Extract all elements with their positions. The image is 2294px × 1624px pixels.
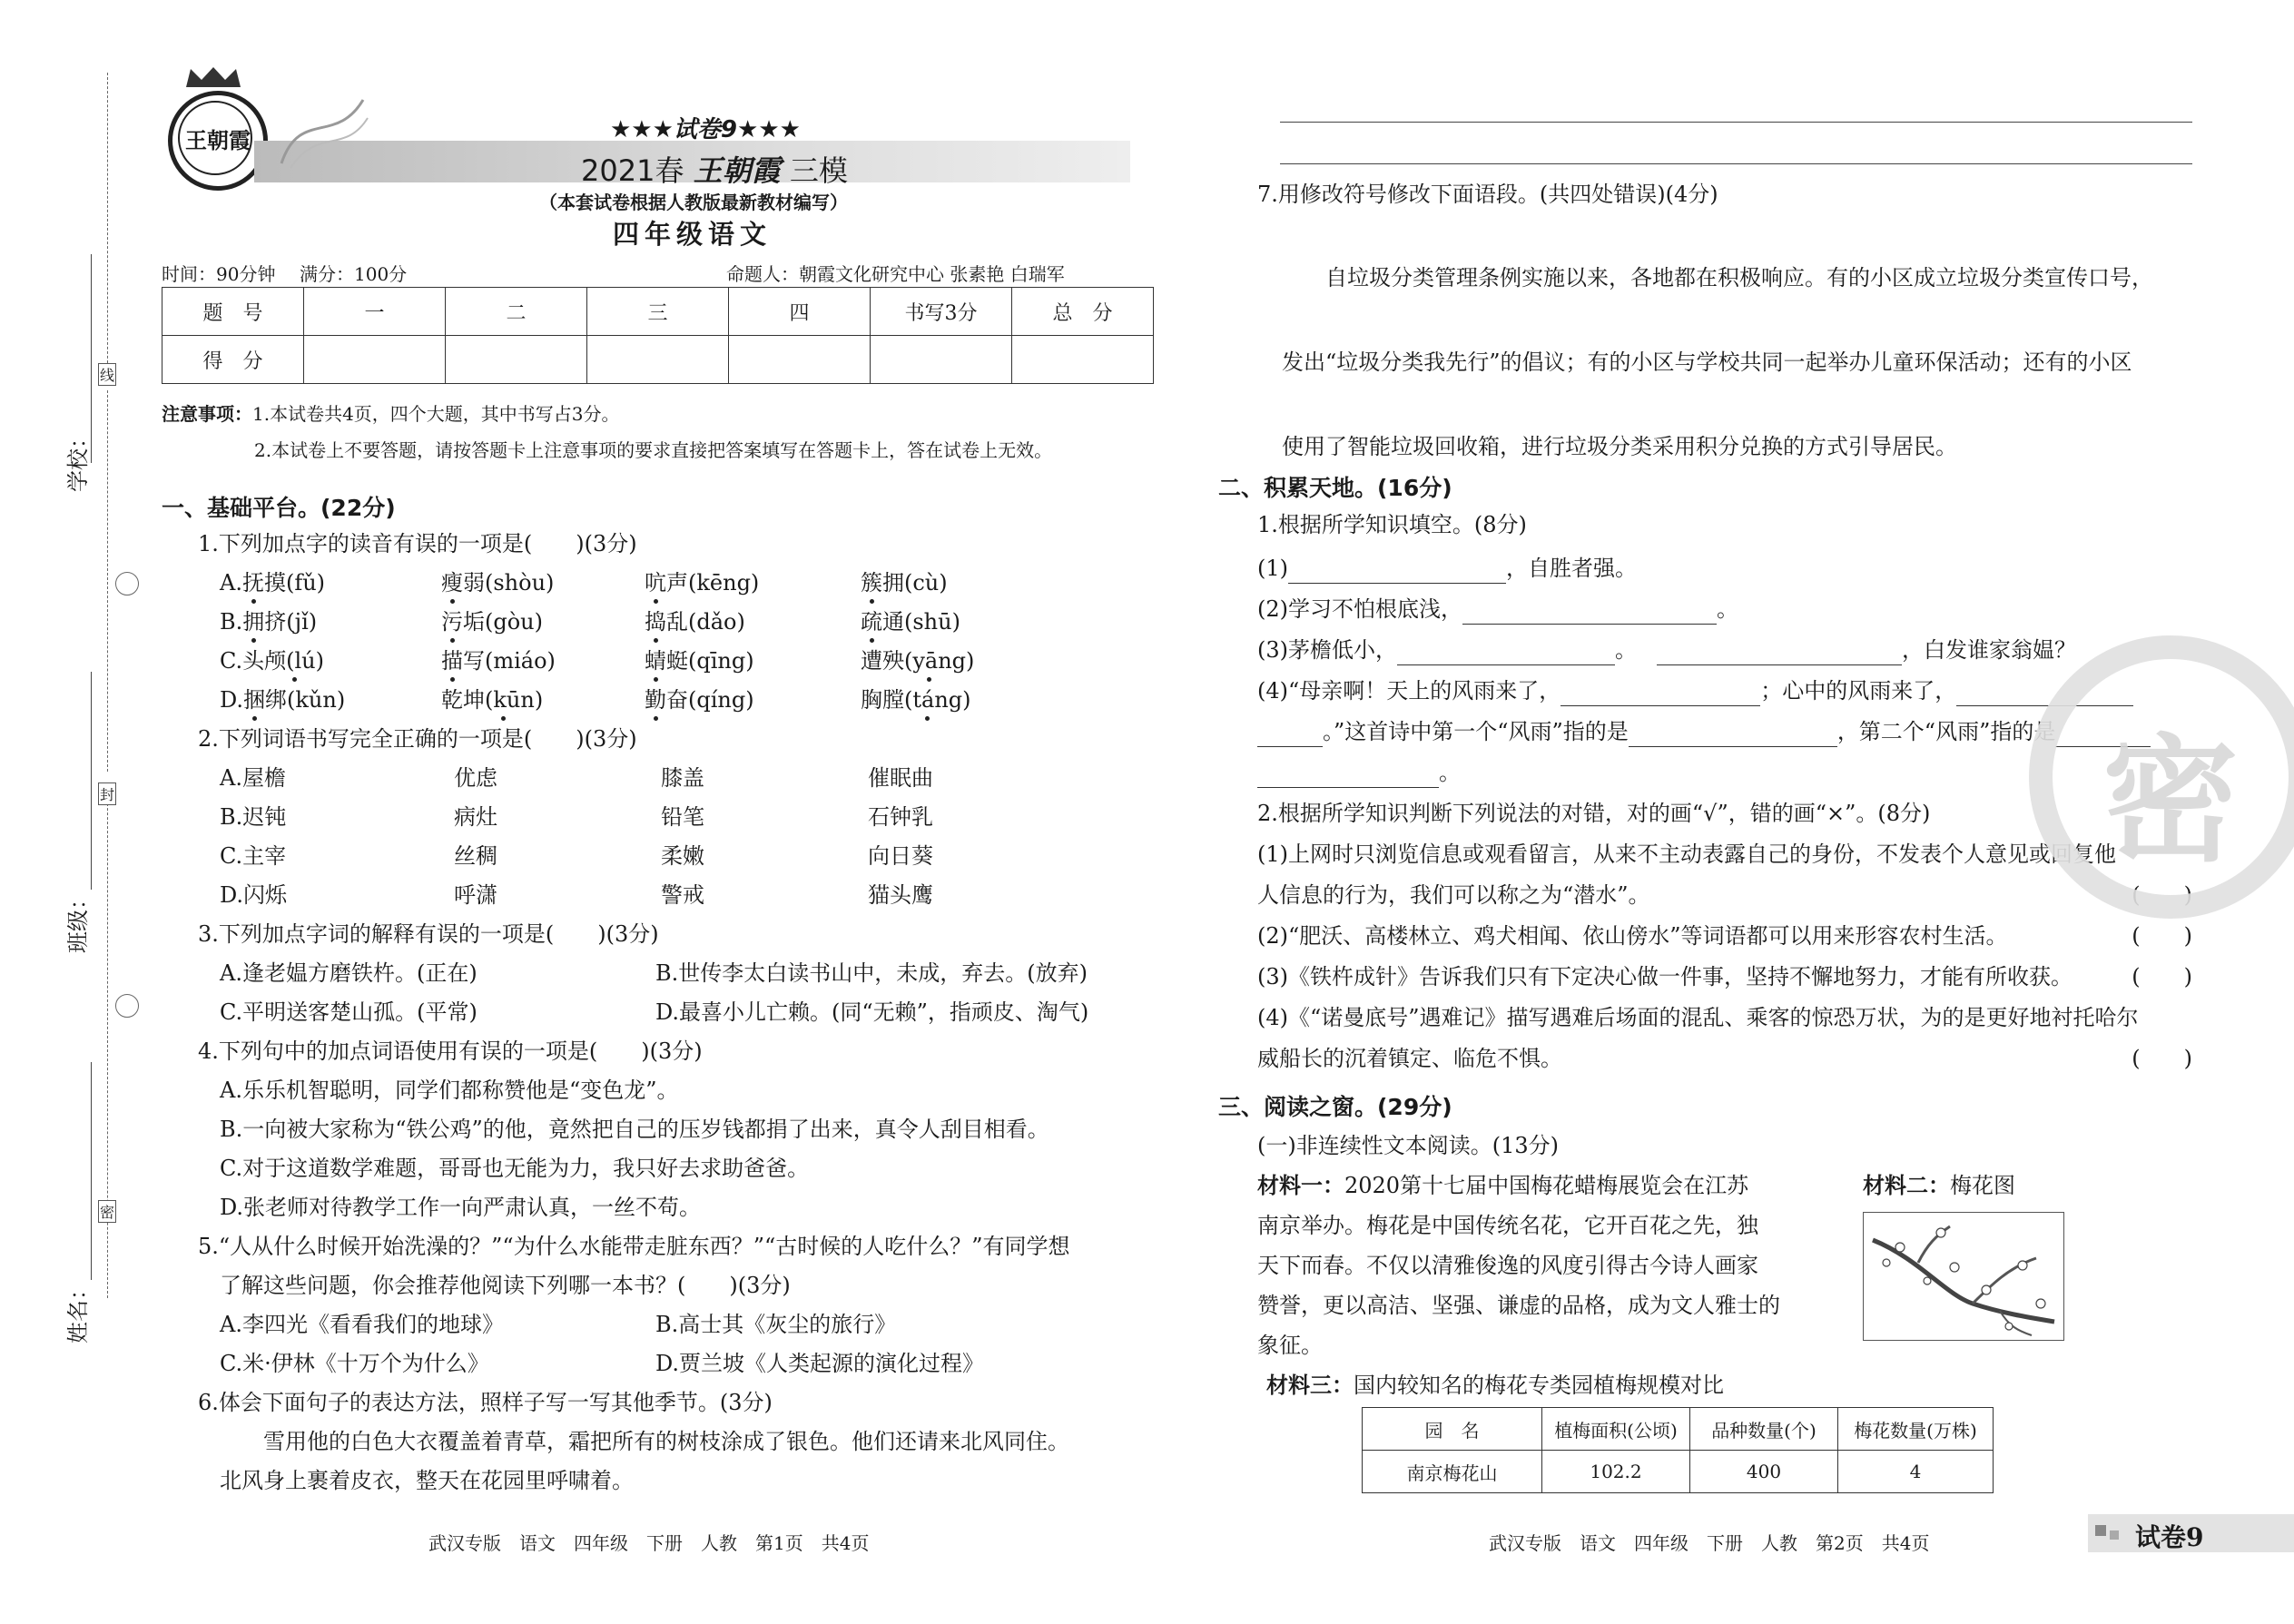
class-label: 班级： [65, 888, 91, 953]
q1-stem: 1.下列加点字的读音有误的一项是( )(3分) [198, 531, 637, 556]
fill-blank[interactable] [1561, 676, 1760, 706]
table-header-cell: 品种数量(个) [1690, 1408, 1838, 1451]
score-input[interactable] [304, 336, 446, 384]
q2-option: 警戒 [661, 882, 704, 908]
binding-seal-mark: 封 [98, 782, 116, 805]
q5-stem-line1: 5.“人从什么时候开始洗澡的？”“为什么水能带走脏东西？”“古时候的人吃什么？”有同学想 [198, 1234, 1070, 1259]
fill-3: (3)茅檐低小， 。 ，白发谁家翁媪？ [1257, 635, 2076, 665]
binding-line-mark: 线 [98, 363, 116, 386]
fill-blank[interactable] [1629, 717, 1837, 747]
q5-stem-line2: 了解这些问题，你会推荐他阅读下列哪一本书？( )(3分) [220, 1273, 791, 1298]
table-cell: 4 [1838, 1451, 1994, 1493]
table-header-cell: 梅花数量(万株) [1838, 1408, 1994, 1451]
score-cell: 题 号 [162, 288, 304, 336]
name-label: 姓名： [65, 1278, 91, 1343]
table-header-cell: 植梅面积(公顷) [1542, 1408, 1690, 1451]
score-cell: 得 分 [162, 336, 304, 384]
q2-option: 优虑 [454, 765, 497, 791]
section-1-title: 一、基础平台。(22分) [162, 495, 396, 521]
school-field[interactable] [91, 254, 92, 463]
q7-paragraph-line2: 发出“垃圾分类我先行”的倡议；有的小区与学校共同一起举办儿童环保活动；还有的小区 [1282, 349, 2132, 375]
fill-4-end: 。 [1257, 758, 1461, 788]
q1-option-row: A.抚摸(fǔ) [220, 570, 326, 595]
q3-option-d: D.最喜小儿亡赖。(同“无赖”，指顽皮、淘气) [655, 999, 1089, 1025]
material-1-line: 天下而春。不仅以清雅俊逸的风度引得古今诗人画家 [1257, 1253, 1758, 1278]
q2-option: 丝稠 [454, 843, 497, 869]
full-score: 满分：100分 [300, 263, 408, 285]
crown-icon [182, 65, 245, 89]
score-input[interactable] [446, 336, 587, 384]
fill-blank[interactable] [1657, 635, 1902, 665]
exam-subtitle: （本套试卷根据人教版最新教材编写） [539, 192, 848, 213]
material-1-line: 南京举办。梅花是中国传统名花，它开百花之先，独 [1257, 1213, 1758, 1238]
notes-1: 注意事项：1.本试卷共4页，四个大题，其中书写占3分。 [162, 403, 620, 425]
q2-option: A.屋檐 [220, 765, 286, 791]
plum-garden-table [1362, 1407, 1994, 1493]
q2-option: D.闪烁 [220, 882, 288, 908]
score-input[interactable] [587, 336, 729, 384]
q3-option-c: C.平明送客楚山孤。(平常) [220, 999, 478, 1025]
score-input[interactable] [871, 336, 1012, 384]
fill-blank[interactable] [1257, 717, 1323, 747]
score-cell: 书写3分 [871, 288, 1012, 336]
score-value-row [162, 336, 1154, 384]
q2-option: 催眠曲 [868, 765, 933, 791]
footer-left: 武汉专版 语文 四年级 下册 人教 第1页 共4页 [428, 1532, 870, 1554]
fill-blank[interactable] [1288, 554, 1506, 584]
table-cell: 102.2 [1542, 1451, 1690, 1493]
ribbon-decoration [272, 91, 372, 172]
q2-option: 铅笔 [661, 804, 704, 830]
q5-option-b: B.高士其《灰尘的旅行》 [655, 1312, 897, 1337]
q2-stem: 2.下列词语书写完全正确的一项是( )(3分) [198, 726, 637, 752]
judge-answer-box[interactable]: ( ) [2132, 923, 2192, 949]
authors: 命题人：朝霞文化研究中心 张素艳 白瑞军 [726, 263, 1065, 285]
q3-option-a: A.逢老媪方磨铁杵。(正在) [220, 960, 478, 986]
judge-answer-box[interactable]: ( ) [2132, 1046, 2192, 1071]
q2-option: 呼潇 [454, 882, 497, 908]
fill-2: (2)学习不怕根底浅， 。 [1257, 595, 1738, 625]
judge-4-line1: (4)《“诺曼底号”遇难记》描写遇难后场面的混乱、乘客的惊恐万状，为的是更好地衬托哈尔 [1257, 1005, 2139, 1030]
decor-square [2110, 1530, 2119, 1540]
q2-option: B.迟钝 [220, 804, 287, 830]
paper-number: ★★★试卷9★★★ [610, 116, 801, 143]
judge-2: (2)“肥沃、高楼林立、鸡犬相闻、依山傍水”等词语都可以用来形容农村生活。 ( ) [1257, 923, 2192, 949]
material-2-title: 材料二：梅花图 [1863, 1173, 2015, 1198]
q2-option: 向日葵 [868, 843, 933, 869]
notes-2: 2.本试卷上不要答题，请按答题卡上注意事项的要求直接把答案填写在答题卡上，答在试卷上无效。 [254, 439, 1053, 461]
school-label: 学校： [65, 427, 91, 492]
q2-option: 膝盖 [661, 765, 704, 791]
table-header-cell: 园 名 [1363, 1408, 1542, 1451]
judge-answer-box[interactable]: ( ) [2132, 964, 2192, 989]
fill-1: (1) ，自胜者强。 [1257, 554, 1637, 584]
answer-line[interactable] [1280, 163, 2192, 164]
exam-title: 2021春 王朝霞 三模 [581, 153, 848, 188]
reading-sub-title: (一)非连续性文本阅读。(13分) [1257, 1133, 1559, 1158]
score-cell: 三 [587, 288, 729, 336]
punch-hole-icon [115, 994, 139, 1018]
judge-3: (3)《铁杵成针》告诉我们只有下定决心做一件事，坚持不懈地努力，才能有所收获。 ( ) [1257, 964, 2192, 989]
material-1-line: 象征。 [1257, 1333, 1323, 1358]
table-cell: 400 [1690, 1451, 1838, 1493]
s2-q2-stem: 2.根据所学知识判断下列说法的对错，对的画“√”，错的画“×”。(8分) [1257, 801, 1931, 826]
plum-blossom-image [1863, 1212, 2064, 1341]
punch-hole-icon [115, 572, 139, 595]
material-1-line: 赞誉，更以高洁、坚强、谦虚的品格，成为文人雅士的 [1257, 1293, 1780, 1318]
score-cell: 总 分 [1012, 288, 1154, 336]
fill-blank[interactable] [1397, 635, 1615, 665]
answer-line[interactable] [1280, 122, 2192, 123]
score-cell: 一 [304, 288, 446, 336]
q2-option: 病灶 [454, 804, 497, 830]
grade-subject: 四年级语文 [613, 219, 773, 250]
score-input[interactable] [729, 336, 871, 384]
exam-time: 时间：90分钟 [162, 263, 276, 285]
table-cell: 南京梅花山 [1363, 1451, 1542, 1493]
q7-stem: 7.用修改符号修改下面语段。(共四处错误)(4分) [1257, 182, 1718, 207]
judge-answer-box[interactable]: ( ) [2132, 882, 2192, 908]
footer-right: 武汉专版 语文 四年级 下册 人教 第2页 共4页 [1489, 1532, 1930, 1554]
footer-paper-tag: 试卷9 [2135, 1522, 2204, 1552]
binding-secret-mark: 密 [98, 1200, 116, 1223]
q7-paragraph-line3: 使用了智能垃圾回收箱，进行垃圾分类采用积分兑换的方式引导居民。 [1282, 434, 1957, 459]
q3-stem: 3.下列加点字词的解释有误的一项是( )(3分) [198, 921, 659, 947]
material-1-line1: 材料一：2020第十七届中国梅花蜡梅展览会在江苏 [1257, 1173, 1749, 1198]
table-header-row [1363, 1408, 1994, 1451]
q7-paragraph-line1: 自垃圾分类管理条例实施以来，各地都在积极响应。有的小区成立垃圾分类宣传口号， [1325, 265, 2153, 290]
q6-stem: 6.体会下面句子的表达方法，照样子写一写其他季节。(3分) [198, 1390, 773, 1415]
judge-4-line2: 威船长的沉着镇定、临危不惧。 ( ) [1257, 1046, 2192, 1071]
q5-option-a: A.李四光《看看我们的地球》 [220, 1312, 504, 1337]
score-header-row [162, 288, 1154, 336]
fill-blank[interactable] [1462, 595, 1717, 625]
q4-option-d: D.张老师对待教学工作一向严肃认真，一丝不苟。 [220, 1195, 702, 1220]
section-3-title: 三、阅读之窗。(29分) [1218, 1094, 1452, 1120]
q1-option-row: B.拥挤(jǐ) [220, 609, 318, 635]
q2-option: 猫头鹰 [868, 882, 933, 908]
score-input[interactable] [1012, 336, 1154, 384]
q2-option: 石钟乳 [868, 804, 933, 830]
s2-q1-stem: 1.根据所学知识填空。(8分) [1257, 512, 1527, 537]
section-2-title: 二、积累天地。(16分) [1218, 475, 1452, 501]
q2-option: 柔嫩 [661, 843, 704, 869]
q4-stem: 4.下列句中的加点词语使用有误的一项是( )(3分) [198, 1038, 703, 1064]
q4-option-b: B.一向被大家称为“铁公鸡”的他，竟然把自己的压岁钱都捐了出来，真令人刮目相看。 [220, 1117, 1049, 1142]
q4-option-c: C.对于这道数学难题，哥哥也无能为力，我只好去求助爸爸。 [220, 1156, 810, 1181]
judge-1-line2: 人信息的行为，我们可以称之为“潜水”。 ( ) [1257, 882, 2192, 908]
name-field[interactable] [91, 1062, 92, 1280]
q3-option-b: B.世传李太白读书山中，未成，弃去。(放弃) [655, 960, 1088, 986]
binding-dashed-line [107, 73, 108, 372]
q1-option-row: C.头颅(lú) [220, 648, 324, 674]
q4-option-a: A.乐乐机智聪明，同学们都称赞他是“变色龙”。 [220, 1078, 679, 1103]
fill-4-cont: 。”这首诗中第一个“风雨”指的是 ，第二个“风雨”指的是 [1257, 717, 2151, 747]
q6-example-line2: 北风身上裹着皮衣，整天在花园里呼啸着。 [220, 1468, 634, 1493]
fill-blank[interactable] [1257, 758, 1439, 788]
decor-square [2095, 1525, 2106, 1536]
brand-logo: 王朝霞 [168, 91, 268, 191]
material-3-title: 材料三：国内较知名的梅花专类园植梅规模对比 [1266, 1373, 1724, 1398]
q6-example-line1: 雪用他的白色大衣覆盖着青草，霜把所有的树枝涂成了银色。他们还请来北风同住。 [263, 1429, 1069, 1454]
table-row [1363, 1451, 1994, 1493]
class-field[interactable] [91, 672, 92, 890]
fill-4: (4)“母亲啊！天上的风雨来了， ；心中的风雨来了， [1257, 676, 2133, 706]
score-cell: 四 [729, 288, 871, 336]
q5-option-c: C.米·伊林《十万个为什么》 [220, 1351, 489, 1376]
q5-option-d: D.贾兰坡《人类起源的演化过程》 [655, 1351, 985, 1376]
score-cell: 二 [446, 288, 587, 336]
binding-dashed-line [107, 390, 108, 772]
judge-1-line1: (1)上网时只浏览信息或观看留言，从来不主动表露自己的身份，不发表个人意见或回复他 [1257, 842, 2116, 867]
seal-watermark: 密 [2029, 635, 2294, 919]
score-table [162, 287, 1154, 384]
q2-option: C.主宰 [220, 843, 287, 869]
q1-option-row: D.捆绑(kǔn) [220, 687, 346, 713]
